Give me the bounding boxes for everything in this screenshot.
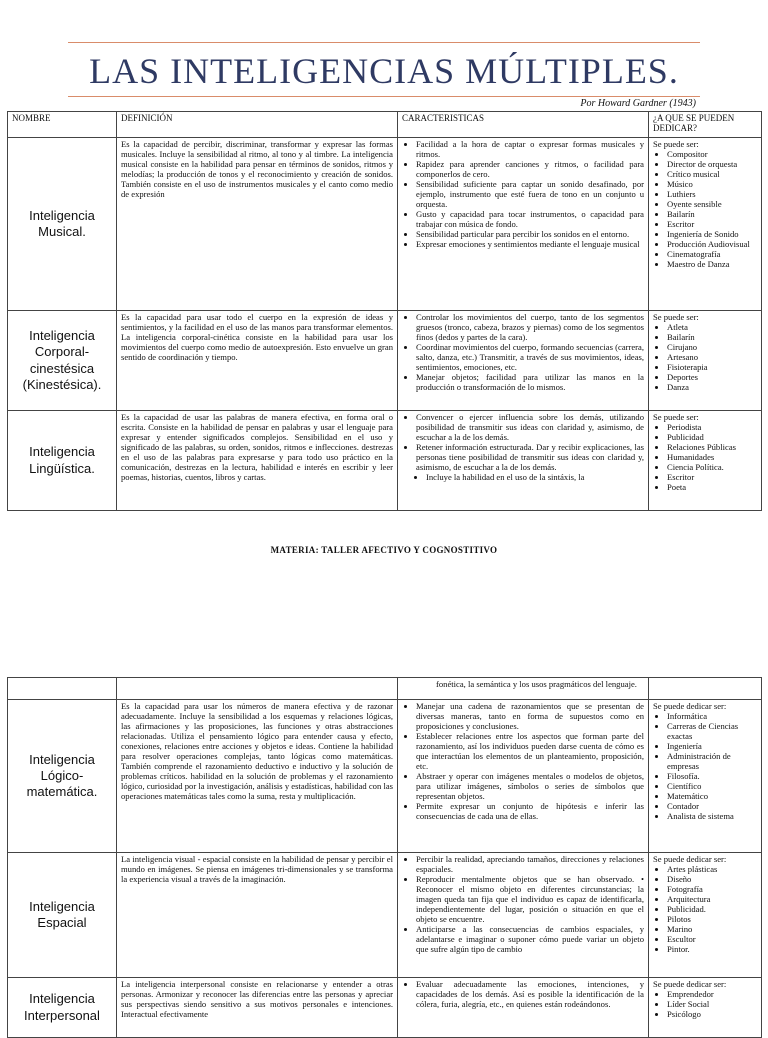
intelligence-characteristics: [398, 978, 649, 1038]
careers-intro: Se puede dedicar ser:: [653, 979, 727, 989]
list-item: • Deportes: [667, 373, 757, 383]
list-item: • Percibir la realidad, apreciando tamaños, direcciones y relaciones espaciales.: [416, 855, 644, 875]
list-item: • Oyente sensible: [667, 200, 757, 210]
list-item: • Luthiers: [667, 190, 757, 200]
list-item: • Diseño: [667, 875, 757, 885]
table-row: [8, 138, 762, 311]
intelligence-definition: La inteligencia visual - espacial consiste en la habilidad de pensar y percibir el mundo en imágenes. Se piensa en imágenes tri-dimensionales y se transforma la experiencia visual a través de la imaginación.: [117, 853, 398, 978]
intelligence-characteristics: [398, 138, 649, 311]
list-item: • Abstraer y operar con imágenes mentales o modelos de objetos, para utilizar imágenes, símbolos o series de símbolos que representan objetos.: [416, 772, 644, 802]
intelligence-careers: [649, 411, 762, 511]
list-item: • Atleta: [667, 323, 757, 333]
list-item: • Producción Audiovisual: [667, 240, 757, 250]
table-header-row: [8, 112, 762, 138]
list-item: • Informática: [667, 712, 757, 722]
list-item: • Fotografía: [667, 885, 757, 895]
header-characteristics: CARACTERISTICAS: [398, 112, 649, 138]
header-careers: ¿A QUE SE PUEDEN DEDICAR?: [649, 112, 762, 138]
careers-intro: Se puede ser:: [653, 312, 699, 322]
intelligence-careers: [649, 978, 762, 1038]
list-item: • Científico: [667, 782, 757, 792]
list-item: • Incluye la habilidad en el uso de la sintáxis, la: [426, 473, 644, 483]
title-underline: [68, 96, 700, 97]
list-item: • Publicidad: [667, 433, 757, 443]
list-item: • Reproducir mentalmente objetos que se han observado. • Reconocer el mismo objeto en diferentes circunstancias; la imagen queda tan fija que el individuo es capaz de identificarla, independientemente del lugar, posición o situación en que el objeto se encuentre.: [416, 875, 644, 925]
careers-intro: Se puede ser:: [653, 139, 699, 149]
list-item: • Ingeniería: [667, 742, 757, 752]
list-item: • Analista de sistema: [667, 812, 757, 822]
list-item: • Cinematografía: [667, 250, 757, 260]
list-item: • Escritor: [667, 220, 757, 230]
intelligence-name: Inteligencia Lingüística.: [8, 411, 117, 511]
intelligence-name: Inteligencia Corporal-cinestésica (Kinestésica).: [8, 311, 117, 411]
list-item: • Establecer relaciones entre los aspectos que forman parte del razonamiento, así los individuos pueden darse cuenta de cómo es que interactúan los elementos de un planteamiento, proposición, etc.: [416, 732, 644, 772]
list-item: • Artes plásticas: [667, 865, 757, 875]
continuation-text: fonética, la semántica y los usos pragmáticos del lenguaje.: [398, 678, 649, 700]
list-item: • Convencer o ejercer influencia sobre los demás, utilizando posibilidad de transmitir sus ideas con claridad y, asimismo, de escuchar a la de los demás.: [416, 413, 644, 443]
intelligence-name: Inteligencia Lógico-matemática.: [8, 700, 117, 853]
list-item: • Facilidad a la hora de captar o expresar formas musicales y ritmos.: [416, 140, 644, 160]
list-item: • Crítico musical: [667, 170, 757, 180]
intelligence-careers: [649, 311, 762, 411]
list-item: • Publicidad.: [667, 905, 757, 915]
intelligence-name: Inteligencia Espacial: [8, 853, 117, 978]
careers-intro: Se puede dedicar ser:: [653, 854, 727, 864]
intelligence-characteristics: [398, 853, 649, 978]
list-item: • Poeta: [667, 483, 757, 493]
list-item: • Arquitectura: [667, 895, 757, 905]
subject-footer: MATERIA: TALLER AFECTIVO Y COGNOSTITIVO: [270, 545, 498, 555]
intelligences-table-page2: [7, 677, 762, 1038]
intelligence-definition: Es la capacidad de percibir, discriminar, transformar y expresar las formas musicales. Incluye la sensibilidad al ritmo, al tono y al timbre. La inteligencia musical consiste en la habilidad para pensar en términos de sonidos, ritmos y melodías; la producción de tonos y el reconocimiento y creación de sonidos. También consiste en el uso de instrumentos musicales y el canto como medio de expresión: [117, 138, 398, 311]
intelligence-name: Inteligencia Interpersonal: [8, 978, 117, 1038]
list-item: • Permite expresar un conjunto de hipótesis e inferir las consecuencias de cada una de ellas.: [416, 802, 644, 822]
page-title: LAS INTELIGENCIAS MÚLTIPLES.: [89, 51, 679, 91]
table-row: [8, 411, 762, 511]
list-item: • Ingeniería de Sonido: [667, 230, 757, 240]
intelligence-definition: La inteligencia interpersonal consiste en relacionarse y entender a otras personas. Armonizar y reconocer las diferencias entre las personas y apreciar sus perspectivas siendo sensitivo a sus motivos personales e intenciones. Interactual efectivamente: [117, 978, 398, 1038]
list-item: • Artesano: [667, 353, 757, 363]
table-row: [8, 311, 762, 411]
intelligence-characteristics: [398, 700, 649, 853]
list-item: • Coordinar movimientos del cuerpo, formando secuencias (carrera, salto, danza, etc.) Transmitir, a través de sus movimientos, ideas, sentimientos, emociones, etc.: [416, 343, 644, 373]
list-item: • Humanidades: [667, 453, 757, 463]
table-row: [8, 853, 762, 978]
table-row: [8, 978, 762, 1038]
list-item: • Escritor: [667, 473, 757, 483]
intelligence-careers: [649, 700, 762, 853]
continuation-row: [8, 678, 762, 700]
list-item: • Marino: [667, 925, 757, 935]
list-item: • Anticiparse a las consecuencias de cambios espaciales, y adelantarse e imaginar o suponer cómo puede variar un objeto que sufre algún tipo de cambio: [416, 925, 644, 955]
intelligence-definition: Es la capacidad de usar las palabras de manera efectiva, en forma oral o escrita. Consiste en la habilidad de pensar en palabras y usar el lenguaje para expresar y entender significados complejos. Sensibilidad en el uso y significado de las palabras, su orden, sonidos, ritmos e inflecciones. destrezas en el uso de las palabras para expresarse y para todo uso práctico en la comunicación, destrezas en la lectura, habilidad e interés en escribir y leer poemas, historias, cuentos, libros y cartas.: [117, 411, 398, 511]
intelligence-definition: Es la capacidad para usar los números de manera efectiva y de razonar adecuadamente. Incluye la sensibilidad a los esquemas y relaciones lógicas, las afirmaciones y las proposiciones, las funciones y otras abstracciones relacionadas. Utiliza el pensamiento lógico para entender causa y efecto, conexiones, relaciones entre acciones y objetos e ideas. Contiene la habilidad para resolver operaciones complejas, tanto lógicas como matemáticas. También comprende el razonamiento deductivo e inductivo y la solución de problemas críticos. habilidad en la solución de problemas y el razonamiento lógico, curiosidad por la investigación, análisis y estadísticas, habilidad con las operaciones matemáticas tales como la suma, resta y multiplicación.: [117, 700, 398, 853]
list-item: • Sensibilidad particular para percibir los sonidos en el entorno.: [416, 230, 644, 240]
list-item: • Cirujano: [667, 343, 757, 353]
list-item: • Manejar objetos; facilidad para utilizar las manos en la producción o transformación de lo mismos.: [416, 373, 644, 393]
list-item: • Evaluar adecuadamente las emociones, intenciones, y capacidades de los demás. Así es posible la identificación de la cólera, furia, alegría, etc., en quienes están rodeándonos.: [416, 980, 644, 1010]
careers-intro: Se puede dedicar ser:: [653, 701, 727, 711]
list-item: • Retener información estructurada. Dar y recibir explicaciones, las personas tiene posibilidad de transmitir sus ideas con claridad y, asimismo, de escuchar a la de los demás.: [416, 443, 644, 473]
list-item: • Bailarín: [667, 333, 757, 343]
list-item: • Líder Social: [667, 1000, 757, 1010]
table-row: [8, 700, 762, 853]
careers-intro: Se puede ser:: [653, 412, 699, 422]
header-definition: DEFINICIÓN: [117, 112, 398, 138]
list-item: • Rapidez para aprender canciones y ritmos, o facilidad para componerlos de cero.: [416, 160, 644, 180]
list-item: • Psicólogo: [667, 1010, 757, 1020]
list-item: • Pilotos: [667, 915, 757, 925]
list-item: • Periodista: [667, 423, 757, 433]
list-item: • Danza: [667, 383, 757, 393]
author-credit: Por Howard Gardner (1943): [580, 98, 696, 109]
list-item: • Contador: [667, 802, 757, 812]
list-item: • Escultor: [667, 935, 757, 945]
list-item: • Director de orquesta: [667, 160, 757, 170]
list-item: • Maestro de Danza: [667, 260, 757, 270]
intelligence-careers: [649, 138, 762, 311]
intelligence-characteristics: [398, 411, 649, 511]
intelligences-table-page1: [7, 111, 762, 511]
list-item: • Filosofía.: [667, 772, 757, 782]
list-item: • Carreras de Ciencias exactas: [667, 722, 757, 742]
intelligence-definition: Es la capacidad para usar todo el cuerpo en la expresión de ideas y sentimientos, y la facilidad en el uso de las manos para transformar elementos. La inteligencia corporal-cinética consiste en la habilidad para usar los movimientos del cuerpo como medio de autoexpresión. Esto envuelve un gran sentido de coordinación y tiempo.: [117, 311, 398, 411]
list-item: • Músico: [667, 180, 757, 190]
header-name: NOMBRE: [8, 112, 117, 138]
intelligence-name: Inteligencia Musical.: [8, 138, 117, 311]
intelligence-careers: [649, 853, 762, 978]
list-item: • Controlar los movimientos del cuerpo, tanto de los segmentos gruesos (tronco, cabeza, brazos y piernas) como de los segmentos finos (dedos y partes de la cara).: [416, 313, 644, 343]
list-item: • Manejar una cadena de razonamientos que se presentan de diversas maneras, tanto en forma de supuestos como en proposiciones y conclusiones.: [416, 702, 644, 732]
list-item: • Ciencia Política.: [667, 463, 757, 473]
intelligence-characteristics: [398, 311, 649, 411]
list-item: • Relaciones Públicas: [667, 443, 757, 453]
list-item: • Matemático: [667, 792, 757, 802]
list-item: • Bailarín: [667, 210, 757, 220]
list-item: • Expresar emociones y sentimientos mediante el lenguaje musical: [416, 240, 644, 250]
list-item: • Administración de empresas: [667, 752, 757, 772]
list-item: • Pintor.: [667, 945, 757, 955]
list-item: • Sensibilidad suficiente para captar un sonido desafinado, por ejemplo, instrumento que esté fuera de tono en un conjunto u orquesta.: [416, 180, 644, 210]
list-item: • Compositor: [667, 150, 757, 160]
list-item: • Emprendedor: [667, 990, 757, 1000]
list-item: • Gusto y capacidad para tocar instrumentos, o capacidad para trabajar con música de fondo.: [416, 210, 644, 230]
list-item: • Fisioterapia: [667, 363, 757, 373]
top-rule: [68, 42, 700, 43]
